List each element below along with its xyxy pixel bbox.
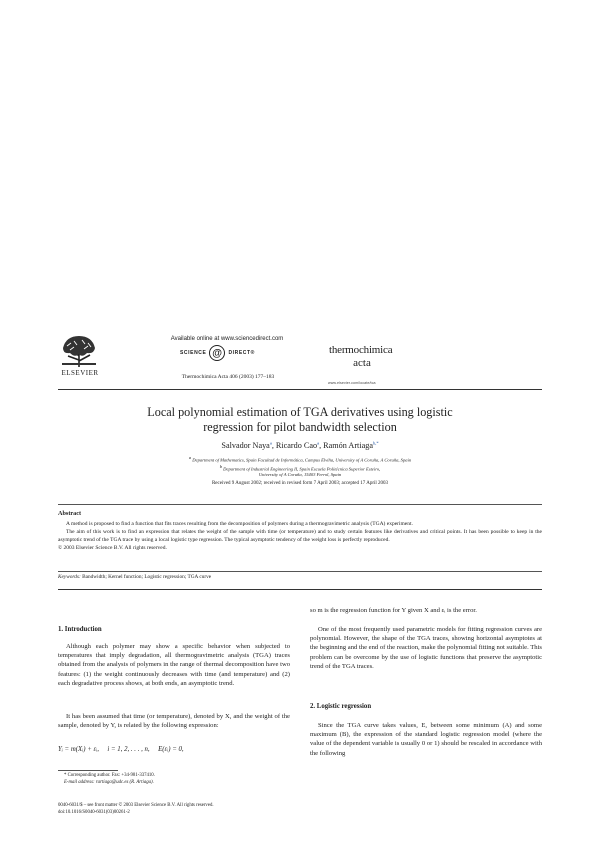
intro-paragraph-1: Although each polymer may show a specific behavior when subjected to temperatures that imply degradation, all thermogravimetric analysis (TGA) traces obtained from the analysis of polymers in the range of thermal decomposition have two features: (1) the weight continuously decreases with time (and temperature) and (2) each degradative process shows, at both ends, an asymptotic trend. <box>58 643 290 687</box>
footer-issn-line: 0040-6031/$ – see front matter © 2003 Elsevier Science B.V. All rights reserved. <box>58 803 214 808</box>
right-paragraph-1: so m is the regression function for Y given X and εᵢ is the error. <box>310 607 477 614</box>
affiliation-b-cont: University of A Coruña, 15403 Ferrol, Spain <box>258 472 342 478</box>
article-title-line2: regression for pilot bandwidth selection <box>203 420 397 434</box>
right-paragraph-2: One of the most frequently used parametric models for fitting regression curves are polynomial. However, the shape of the TGA traces, showing horizontal asymptotes at the beginning and the end of the reaction, make the polynomial fitting not suitable. This problem can be overcome by the use of logistic functions that preserve the asymptotic trend of the TGA traces. <box>310 626 542 670</box>
journal-citation: Thermochimica Acta 406 (2003) 177–183 <box>181 374 275 380</box>
sciencedirect-logo <box>180 345 255 361</box>
author: Ramón Artiaga$^{b,*}$ <box>323 440 379 450</box>
abstract-body <box>58 520 542 552</box>
affiliation-a: $^a$ Department of Mathematics, Spain Facultad de Informática, Campus Elviña, University of A Coruña, A Coruña, Spain <box>188 455 412 463</box>
author: Ricardo Cao$^a$, <box>275 440 324 450</box>
sciencedirect-right: DIRECT® <box>228 350 255 356</box>
keywords-label: Keywords: <box>58 574 81 580</box>
abstract-heading: Abstract <box>58 510 82 517</box>
available-online-text: Available online at www.sciencedirect.com <box>170 336 284 342</box>
author: Salvador Naya$^a$, <box>221 440 276 450</box>
right-paragraph-3: Since the TGA curve takes values, E, between some minimum (A) and some maximum (B), the expression of the standard logistic regression model (where the value of the dependent variable is usually 0 or 1) should be rescaled in accordance with the following <box>310 722 542 757</box>
abstract-copyright: © 2003 Elsevier Science B.V. All rights reserved. <box>58 545 167 551</box>
header-rule <box>58 389 542 390</box>
sciencedirect-left: SCIENCE <box>180 350 207 356</box>
abstract-bottom-rule <box>58 589 542 590</box>
equation-1: Yᵢ = m(Xᵢ) + εᵢ, i = 1, 2, . . . , n, E(εᵢ) = 0, <box>58 746 184 753</box>
footnote-corresponding-author: * Corresponding author. Fax: +34-981-337410. <box>64 773 155 778</box>
section-heading-logistic-regression: 2. Logistic regression <box>310 703 372 710</box>
abstract-top-rule <box>58 504 542 505</box>
article-title <box>58 405 542 435</box>
keywords-rule <box>58 571 542 572</box>
journal-name-line2: acta <box>353 357 371 369</box>
footer-doi: doi:10.1016/S0040-6031(03)00261-2 <box>58 810 130 815</box>
author-list <box>58 440 542 450</box>
footnotes <box>58 772 290 786</box>
journal-url: www.elsevier.com/locate/tca <box>328 381 376 385</box>
section-heading-introduction: 1. Introduction <box>58 626 102 633</box>
page-footer <box>58 802 542 816</box>
journal-name-line1: thermochimica <box>329 344 393 356</box>
received-dates: Received 9 August 2002; received in revised form 7 April 2003; accepted 17 April 2003 <box>211 481 389 486</box>
affiliations <box>58 455 542 479</box>
header <box>58 333 538 389</box>
publisher-name: ELSEVIER <box>61 369 99 377</box>
abstract-p2: The aim of this work is to find an expression that relates the weight of the sample with time (or temperature) and to study certain features like derivatives and critical points. It has been possible to keep in the asymptotic trend of the TGA trace by using a local logistic type regression. The typical asymptotic tendency of the weight loss is perfectly reproduced. <box>58 529 542 543</box>
sciencedirect-at-icon: @ <box>209 345 225 361</box>
elsevier-tree-logo <box>60 334 98 368</box>
footnote-rule <box>58 770 118 771</box>
keywords <box>58 574 542 580</box>
keywords-list: Bandwidth; Kernel function; Logistic regression; TGA curve <box>82 574 212 580</box>
abstract-p1: A method is proposed to find a function that fits traces resulting from the decomposition of polymers during a thermogravimetric analysis (TGA) experiment. <box>66 521 413 527</box>
intro-paragraph-2: It has been assumed that time (or temperature), denoted by X, and the weight of the sample, denoted by Y, is related by the following expression: <box>58 713 290 730</box>
footnote-email: E-mail address: rartiaga@udc.es (R. Artiaga). <box>64 780 154 785</box>
affiliation-b: $^b$ Department of Industrial Engineering II, Spain Escuela Politécnica Superior Esteiro, <box>219 463 381 472</box>
article-title-line1: Local polynomial estimation of TGA derivatives using logistic <box>147 405 453 419</box>
